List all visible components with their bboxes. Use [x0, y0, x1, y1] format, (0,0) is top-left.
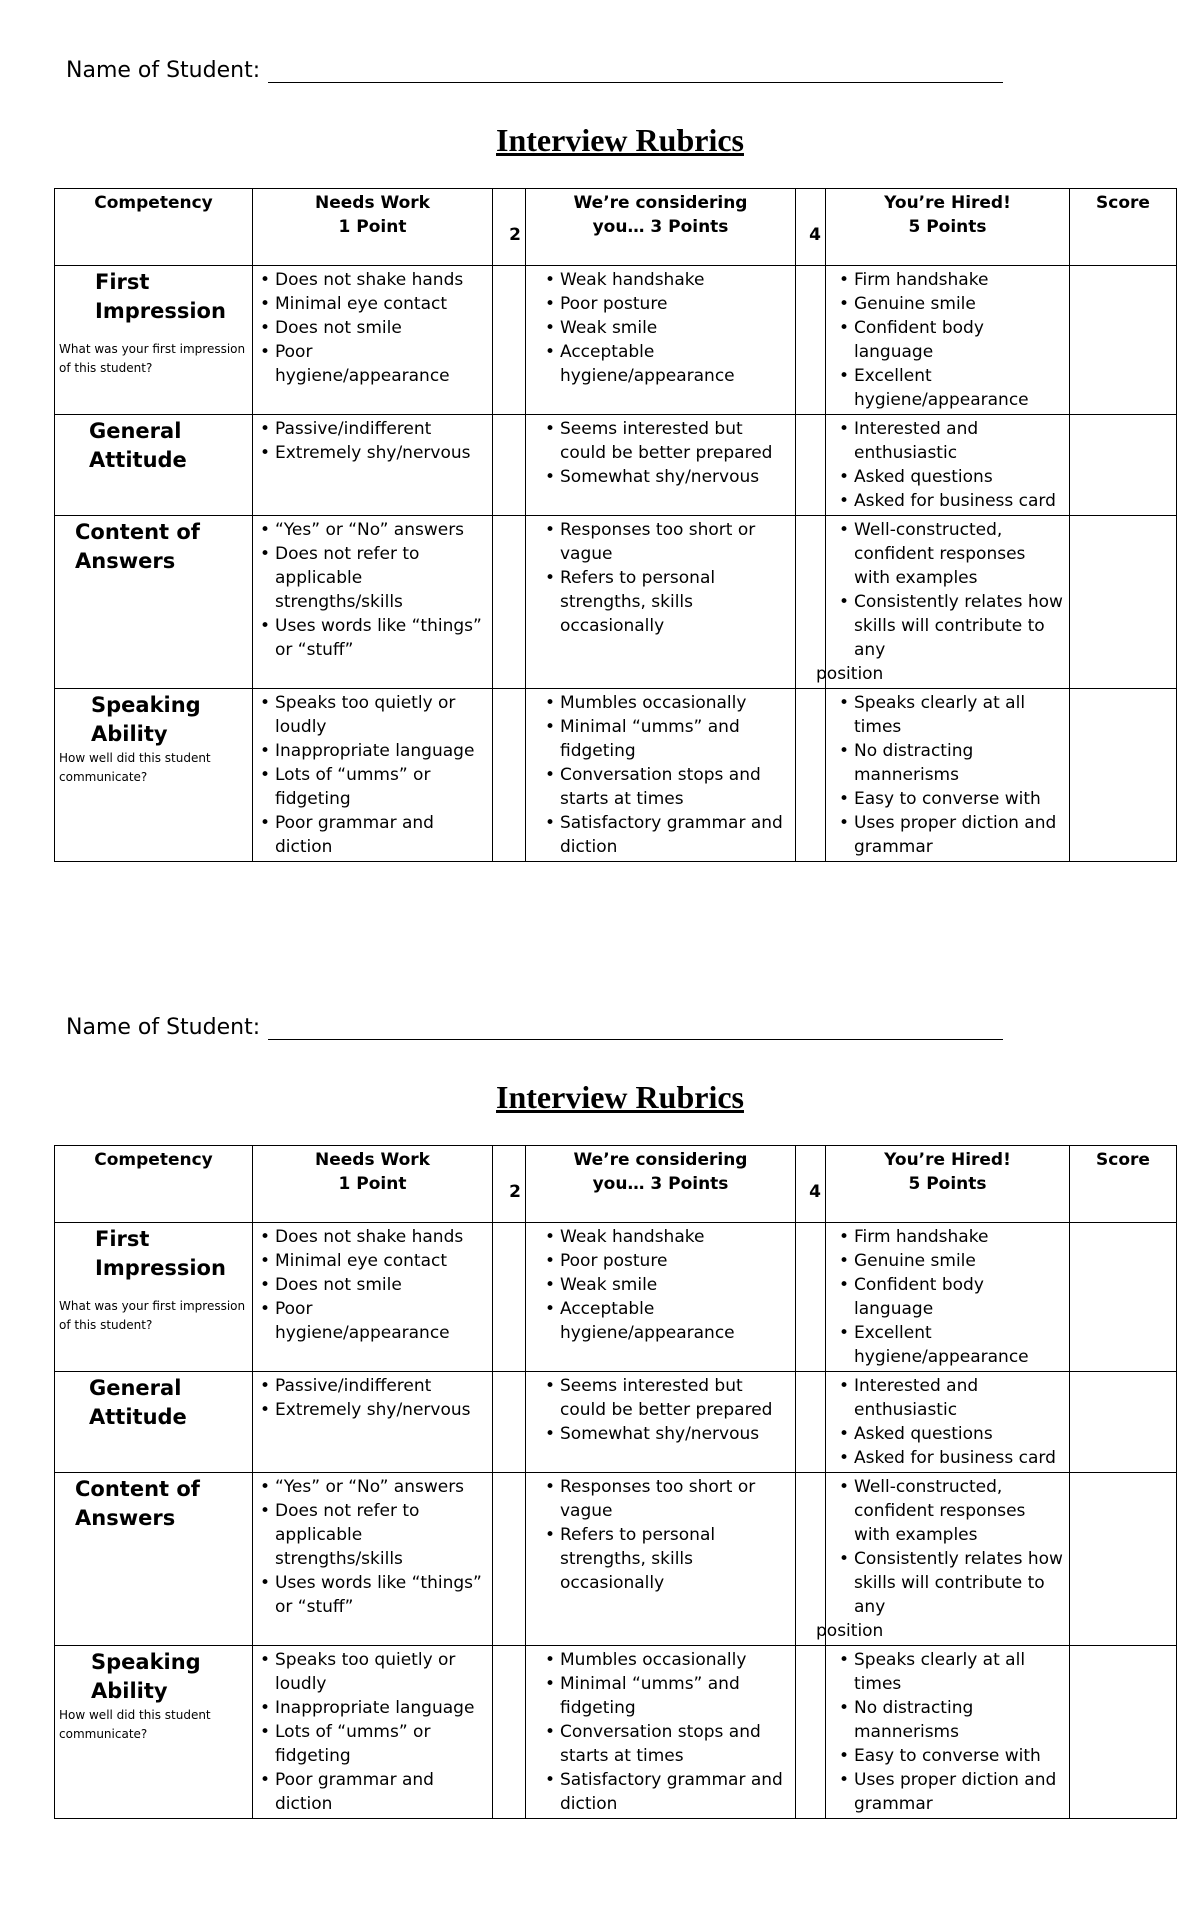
hired-cell — [816, 516, 1070, 689]
criteria-item: • Acceptable hygiene/appearance — [560, 1297, 791, 1345]
criteria-item: • Does not smile — [275, 1273, 488, 1297]
criteria-item: • Somewhat shy/nervous — [560, 465, 791, 489]
needs-work-cell — [253, 1646, 493, 1819]
criteria-item: • Uses words like “things” or “stuff” — [275, 1571, 488, 1619]
header-2-points: 2 — [493, 189, 526, 266]
hired-cell — [826, 1372, 1070, 1473]
score-4-cell[interactable] — [796, 1646, 826, 1819]
competency-note: How well did this student communicate? — [59, 1708, 211, 1741]
score-cell[interactable] — [1070, 516, 1177, 689]
considering-cell — [526, 1223, 796, 1372]
criteria-item: • Conversation stops and starts at times — [560, 1720, 791, 1768]
criteria-item: • Responses too short or vague — [560, 518, 791, 566]
criteria-item: • Inappropriate language — [275, 1696, 488, 1720]
hired-cell — [826, 689, 1070, 862]
rubric-form-2 — [0, 957, 1200, 1917]
criteria-item: • Well-constructed, confident responses with examples — [854, 1475, 1065, 1547]
criteria-item: • Passive/indifferent — [275, 1374, 488, 1398]
rubric-row-speaking-ability — [55, 1646, 1177, 1819]
competency-cell: Speaking Ability How well did this student communicate? — [55, 689, 253, 862]
criteria-item: • Easy to converse with — [854, 787, 1065, 811]
criteria-item: • Genuine smile — [854, 292, 1065, 316]
hired-cell — [816, 1473, 1070, 1646]
score-2-cell[interactable] — [493, 1473, 526, 1646]
header-row — [55, 189, 1177, 266]
considering-cell — [526, 689, 796, 862]
student-name-row — [66, 1015, 1003, 1040]
page-title: Interview Rubrics — [496, 122, 744, 158]
considering-cell — [526, 1372, 796, 1473]
considering-cell — [526, 1646, 796, 1819]
header-2-points: 2 — [493, 1146, 526, 1223]
criteria-item: • Does not shake hands — [275, 1225, 488, 1249]
competency-note: What was your first impression of this student? — [59, 342, 246, 375]
score-cell[interactable] — [1070, 1646, 1177, 1819]
criteria-item: • Confident body language — [854, 316, 1065, 364]
header-hired: You’re Hired! 5 Points — [826, 1146, 1070, 1223]
competency-note: What was your first impression of this student? — [59, 1299, 246, 1332]
criteria-item: • Weak handshake — [560, 268, 791, 292]
criteria-item: • Weak handshake — [560, 1225, 791, 1249]
criteria-item: • Asked for business card — [854, 1446, 1065, 1470]
criteria-item: • Weak smile — [560, 1273, 791, 1297]
competency-cell: Content of Answers — [55, 516, 253, 689]
score-2-cell[interactable] — [493, 415, 526, 516]
hired-cell — [826, 1223, 1070, 1372]
hired-cell — [826, 1646, 1070, 1819]
criteria-item: • Poor hygiene/appearance — [275, 340, 488, 388]
score-2-cell[interactable] — [493, 1223, 526, 1372]
student-name-label: Name of Student: — [66, 1015, 261, 1040]
score-4-cell[interactable] — [796, 1223, 826, 1372]
criteria-item: • Poor hygiene/appearance — [275, 1297, 488, 1345]
criteria-item: • Speaks too quietly or loudly — [275, 1648, 488, 1696]
criteria-item: • Minimal “umms” and fidgeting — [560, 715, 791, 763]
criteria-item: • Weak smile — [560, 316, 791, 340]
criteria-item: • Lots of “umms” or fidgeting — [275, 763, 488, 811]
criteria-item: • Satisfactory grammar and diction — [560, 811, 791, 859]
considering-cell — [526, 516, 796, 689]
criteria-item: • Does not shake hands — [275, 268, 488, 292]
criteria-tail: position — [816, 664, 884, 684]
criteria-item: • “Yes” or “No” answers — [275, 518, 488, 542]
criteria-item: • Asked for business card — [854, 489, 1065, 513]
criteria-item: • Consistently relates how skills will contribute to any — [854, 1547, 1065, 1619]
criteria-item: • Asked questions — [854, 465, 1065, 489]
score-2-cell[interactable] — [493, 689, 526, 862]
rubric-row-content-of-answers — [55, 516, 1177, 689]
criteria-tail: position — [816, 1621, 884, 1641]
rubric-row-first-impression — [55, 266, 1177, 415]
criteria-item: • Consistently relates how skills will contribute to any — [854, 590, 1065, 662]
criteria-item: • Somewhat shy/nervous — [560, 1422, 791, 1446]
needs-work-cell — [253, 1473, 493, 1646]
criteria-item: • Uses words like “things” or “stuff” — [275, 614, 488, 662]
header-considering: We’re considering you… 3 Points — [526, 1146, 796, 1223]
considering-cell — [526, 415, 796, 516]
score-2-cell[interactable] — [493, 1372, 526, 1473]
competency-cell: First Impression What was your first impression of this student? — [55, 266, 253, 415]
criteria-item: • Poor grammar and diction — [275, 811, 488, 859]
competency-cell: Content of Answers — [55, 1473, 253, 1646]
needs-work-cell — [253, 1223, 493, 1372]
competency-note: How well did this student communicate? — [59, 751, 211, 784]
score-cell[interactable] — [1070, 1372, 1177, 1473]
score-2-cell[interactable] — [493, 516, 526, 689]
hired-cell — [826, 266, 1070, 415]
score-cell[interactable] — [1070, 266, 1177, 415]
criteria-item: • Interested and enthusiastic — [854, 1374, 1065, 1422]
criteria-item: • Lots of “umms” or fidgeting — [275, 1720, 488, 1768]
criteria-item: • Responses too short or vague — [560, 1475, 791, 1523]
criteria-item: • Well-constructed, confident responses with examples — [854, 518, 1065, 590]
criteria-item: • Conversation stops and starts at times — [560, 763, 791, 811]
student-name-label: Name of Student: — [66, 58, 261, 83]
score-4-cell[interactable] — [796, 1372, 826, 1473]
criteria-item: • Poor posture — [560, 292, 791, 316]
criteria-item: • Speaks clearly at all times — [854, 1648, 1065, 1696]
header-row — [55, 1146, 1177, 1223]
criteria-item: • Speaks clearly at all times — [854, 691, 1065, 739]
hired-cell — [826, 415, 1070, 516]
criteria-item: • Does not refer to applicable strengths/skills — [275, 1499, 488, 1571]
header-competency: Competency — [55, 1146, 253, 1223]
score-cell[interactable] — [1070, 1473, 1177, 1646]
rubric-table — [54, 188, 1177, 862]
header-competency: Competency — [55, 189, 253, 266]
criteria-item: • Firm handshake — [854, 1225, 1065, 1249]
criteria-item: • Interested and enthusiastic — [854, 417, 1065, 465]
score-cell[interactable] — [1070, 689, 1177, 862]
score-cell[interactable] — [1070, 1223, 1177, 1372]
needs-work-cell — [253, 689, 493, 862]
criteria-item: • Mumbles occasionally — [560, 691, 791, 715]
student-name-field[interactable] — [268, 60, 1003, 83]
criteria-item: • Seems interested but could be better prepared — [560, 1374, 791, 1422]
rubric-row-general-attitude — [55, 415, 1177, 516]
needs-work-cell — [253, 1372, 493, 1473]
criteria-item: • “Yes” or “No” answers — [275, 1475, 488, 1499]
header-score: Score — [1070, 1146, 1177, 1223]
criteria-item: • Excellent hygiene/appearance — [854, 1321, 1065, 1369]
needs-work-cell — [253, 415, 493, 516]
considering-cell — [526, 266, 796, 415]
header-needs-work: Needs Work 1 Point — [253, 189, 493, 266]
header-needs-work: Needs Work 1 Point — [253, 1146, 493, 1223]
criteria-item: • Poor posture — [560, 1249, 791, 1273]
header-hired: You’re Hired! 5 Points — [826, 189, 1070, 266]
criteria-item: • Confident body language — [854, 1273, 1065, 1321]
criteria-item: • No distracting mannerisms — [854, 1696, 1065, 1744]
criteria-item: • Does not refer to applicable strengths/skills — [275, 542, 488, 614]
criteria-item: • Genuine smile — [854, 1249, 1065, 1273]
header-4-points: 4 — [796, 189, 826, 266]
rubric-row-content-of-answers — [55, 1473, 1177, 1646]
competency-cell: General Attitude — [55, 415, 253, 516]
criteria-item: • Satisfactory grammar and diction — [560, 1768, 791, 1816]
header-score: Score — [1070, 189, 1177, 266]
criteria-item: • Extremely shy/nervous — [275, 1398, 488, 1422]
score-4-cell[interactable] — [796, 415, 826, 516]
score-2-cell[interactable] — [493, 1646, 526, 1819]
criteria-item: • Mumbles occasionally — [560, 1648, 791, 1672]
criteria-item: • Firm handshake — [854, 268, 1065, 292]
criteria-item: • Refers to personal strengths, skills occasionally — [560, 566, 791, 638]
criteria-item: • Minimal eye contact — [275, 292, 488, 316]
criteria-item: • Asked questions — [854, 1422, 1065, 1446]
criteria-item: • Minimal eye contact — [275, 1249, 488, 1273]
criteria-item: • Easy to converse with — [854, 1744, 1065, 1768]
score-4-cell[interactable] — [796, 689, 826, 862]
page-title: Interview Rubrics — [496, 1079, 744, 1115]
criteria-item: • Does not smile — [275, 316, 488, 340]
needs-work-cell — [253, 266, 493, 415]
criteria-item: • Poor grammar and diction — [275, 1768, 488, 1816]
criteria-item: • Refers to personal strengths, skills occasionally — [560, 1523, 791, 1595]
criteria-item: • No distracting mannerisms — [854, 739, 1065, 787]
criteria-item: • Excellent hygiene/appearance — [854, 364, 1065, 412]
competency-cell: General Attitude — [55, 1372, 253, 1473]
criteria-item: • Seems interested but could be better prepared — [560, 417, 791, 465]
student-name-field[interactable] — [268, 1017, 1003, 1040]
criteria-item: • Uses proper diction and grammar — [854, 1768, 1065, 1816]
criteria-item: • Extremely shy/nervous — [275, 441, 488, 465]
rubric-row-first-impression — [55, 1223, 1177, 1372]
criteria-item: • Acceptable hygiene/appearance — [560, 340, 791, 388]
rubric-table — [54, 1145, 1177, 1819]
student-name-row — [66, 58, 1003, 83]
rubric-row-speaking-ability — [55, 689, 1177, 862]
criteria-item: • Uses proper diction and grammar — [854, 811, 1065, 859]
criteria-item: • Passive/indifferent — [275, 417, 488, 441]
score-cell[interactable] — [1070, 415, 1177, 516]
competency-cell: Speaking Ability How well did this student communicate? — [55, 1646, 253, 1819]
rubric-row-general-attitude — [55, 1372, 1177, 1473]
criteria-item: • Inappropriate language — [275, 739, 488, 763]
score-4-cell[interactable] — [796, 266, 826, 415]
needs-work-cell — [253, 516, 493, 689]
header-considering: We’re considering you… 3 Points — [526, 189, 796, 266]
considering-cell — [526, 1473, 796, 1646]
competency-cell: First Impression What was your first impression of this student? — [55, 1223, 253, 1372]
criteria-item: • Speaks too quietly or loudly — [275, 691, 488, 739]
score-2-cell[interactable] — [493, 266, 526, 415]
header-4-points: 4 — [796, 1146, 826, 1223]
criteria-item: • Minimal “umms” and fidgeting — [560, 1672, 791, 1720]
